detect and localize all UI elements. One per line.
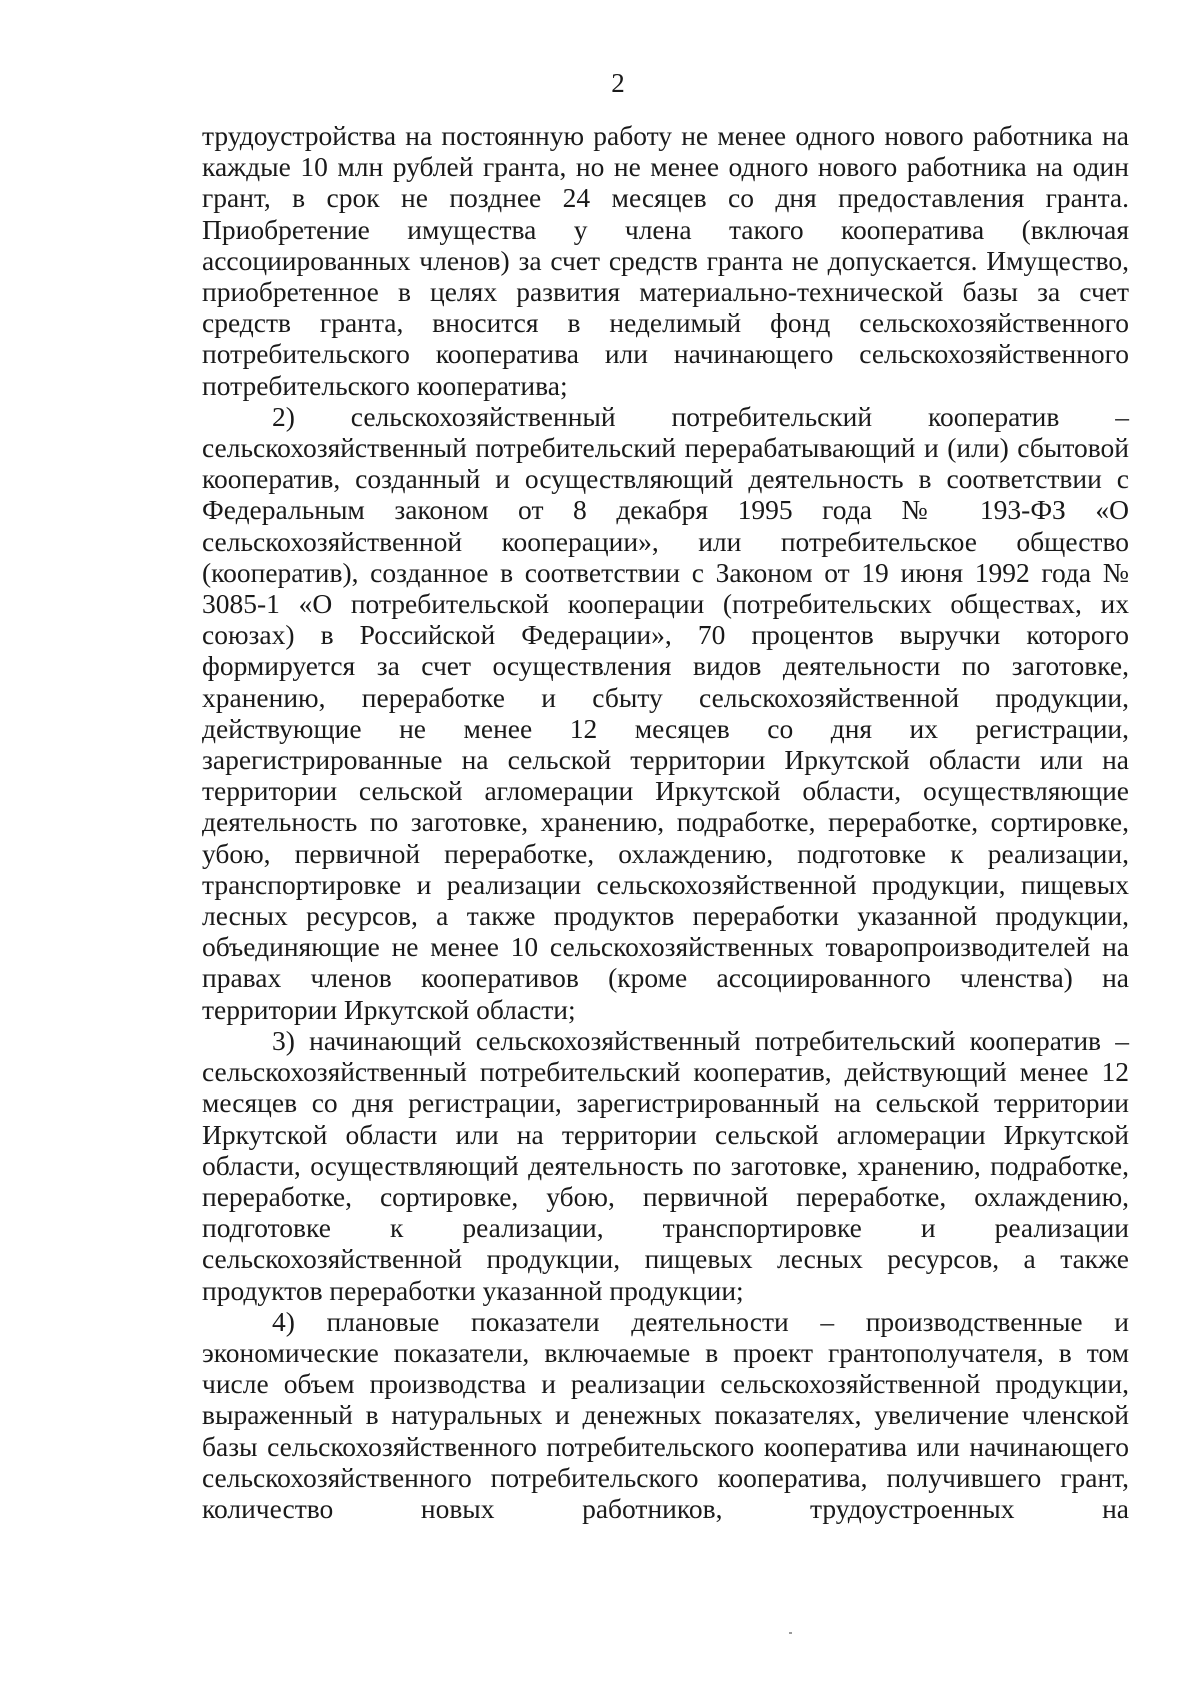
paragraph-item-3: 3) начинающий сельскохозяйственный потребительский кооператив – сельскохозяйственный потребительский кооператив, действующий менее 12 месяцев со дня регистрации, зарегистрированный на сельской территории Иркутской области или на территории сельской агломерации Иркутской области, осуществляющий деятельность по заготовке, хранению, подработке, переработке, сортировке, убою, первичной переработке, охлаждению, подготовке к реализации, транспортировке и реализации сельскохозяйственной продукции, пищевых лесных ресурсов, а также продуктов переработки указанной продукции; bbox=[202, 1024, 1129, 1306]
page-number: 2 bbox=[611, 68, 625, 98]
paragraph-continuation: трудоустройства на постоянную работу не менее одного нового работника на каждые 10 млн рублей гранта, но не менее одного нового работника на один грант, в срок не позднее 24 месяцев со дня предоставления гранта. Приобретение имущества у члена такого кооператива (включая ассоциированных членов) за счет средств гранта не допускается. Имущество, приобретенное в целях развития материально-технической базы за счет средств гранта, вносится в неделимый фонд сельскохозяйственного потребительского кооператива или начинающего сельскохозяйственного потребительского кооператива; bbox=[202, 120, 1129, 401]
document-body bbox=[202, 120, 1129, 1524]
paragraph-item-4: 4) плановые показатели деятельности – производственные и экономические показатели, включаемые в проект грантополучателя, в том числе объем производства и реализации сельскохозяйственной продукции, выраженный в натуральных и денежных показателях, увеличение членской базы сельскохозяйственного потребительского кооператива или начинающего сельскохозяйственного потребительского кооператива, получившего грант, количество новых работников, трудоустроенных на bbox=[202, 1305, 1129, 1524]
paragraph-item-2: 2) сельскохозяйственный потребительский кооператив – сельскохозяйственный потребительский перерабатывающий и (или) сбытовой кооператив, созданный и осуществляющий деятельность в соответствии с Федеральным законом от 8 декабря 1995 года № 193-ФЗ «О сельскохозяйственной кооперации», или потребительское общество (кооператив), созданное в соответствии с Законом от 19 июня 1992 года № 3085-1 «О потребительской кооперации (потребительских обществах, их союзах) в Российской Федерации», 70 процентов выручки которого формируется за счет осуществления видов деятельности по заготовке, хранению, переработке и сбыту сельскохозяйственной продукции, действующие не менее 12 месяцев со дня их регистрации, зарегистрированные на сельской территории Иркутской области или на территории сельской агломерации Иркутской области, осуществляющие деятельность по заготовке, хранению, подработке, переработке, сортировке, убою, первичной переработке, охлаждению, подготовке к реализации, транспортировке и реализации сельскохозяйственной продукции, пищевых лесных ресурсов, а также продуктов переработки указанной продукции, объединяющие не менее 10 сельскохозяйственных товаропроизводителей на правах членов кооперативов (кроме ассоциированного членства) на территории Иркутской области; bbox=[202, 400, 1129, 1025]
scan-artifact bbox=[789, 1632, 792, 1634]
